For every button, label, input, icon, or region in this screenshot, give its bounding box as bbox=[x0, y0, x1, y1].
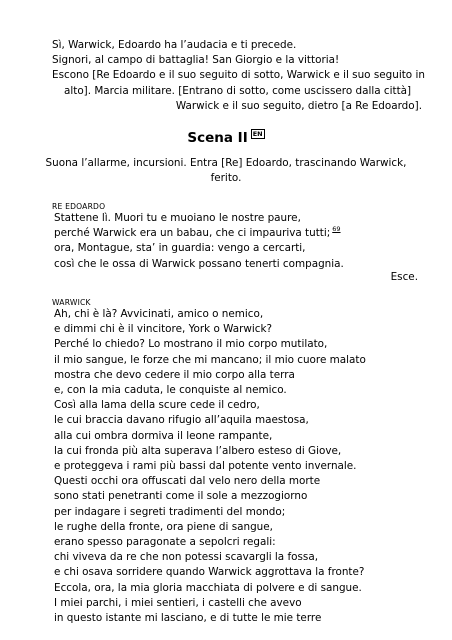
verse-line: chi viveva da re che non potessi scavargli la fossa, bbox=[54, 551, 318, 564]
stage-direction-line: ferito. bbox=[210, 172, 242, 185]
verse-line: perché Warwick era un babau, che ci impauriva tutti; $^{69}$ bbox=[54, 225, 341, 240]
verse-line: Sì, Warwick, Edoardo ha l’audacia e ti precede. bbox=[52, 39, 297, 51]
verse-line: in questo istante mi lasciano, e di tutte le mie terre bbox=[54, 612, 322, 625]
scene-title: Scena II bbox=[187, 130, 248, 146]
footnote-link[interactable]: 69 bbox=[332, 225, 341, 234]
verse-line: Così alla lama della scure cede il cedro, bbox=[54, 399, 260, 412]
verse-line: alla cui ombra dormiva il leone rampante, bbox=[54, 429, 273, 442]
verse-line: Signori, al campo di battaglia! San Giorgio e la vittoria! bbox=[52, 54, 340, 67]
verse-line: e, con la mia caduta, le conquiste al nemico. bbox=[54, 384, 287, 397]
verse-line: e proteggeva i rami più bassi dal potente vento invernale. bbox=[54, 460, 357, 473]
verse-line: le rughe della fronte, ora piene di sangue, bbox=[54, 520, 273, 533]
stage-direction-exit-short: Esce. bbox=[390, 271, 418, 283]
verse-line: I miei parchi, i miei sentieri, i castelli che avevo bbox=[54, 596, 302, 609]
stage-direction-line: Suona l’allarme, incursioni. Entra [Re] Edoardo, trascinando Warwick, bbox=[45, 157, 407, 169]
stage-direction-exit bbox=[52, 68, 425, 114]
speaker-name: RE EDOARDO bbox=[52, 202, 106, 211]
verse-line: Eccola, ora, la mia gloria macchiata di polvere e di sangue. bbox=[54, 581, 362, 594]
verse-line: sono stati penetranti come il sole a mezzogiorno bbox=[54, 490, 308, 503]
verse-line: le cui braccia davano rifugio all’aquila maestosa, bbox=[54, 414, 309, 427]
verse-line: Stattene lì. Muori tu e muoiano le nostre paure, bbox=[54, 212, 301, 224]
verse-line: Ah, chi è là? Avvicinati, amico o nemico, bbox=[54, 308, 264, 320]
verse-line: e dimmi chi è il vincitore, York o Warwick? bbox=[54, 323, 273, 336]
verse-line: Perché lo chiedo? Lo mostrano il mio corpo mutilato, bbox=[54, 338, 328, 351]
verse-line: mostra che devo cedere il mio corpo alla terra bbox=[54, 368, 295, 381]
previous-scene-ending bbox=[52, 38, 425, 114]
verse-line: e chi osava sorridere quando Warwick aggrottava la fronte? bbox=[54, 566, 365, 579]
scene-heading bbox=[0, 129, 452, 147]
english-version-link[interactable]: EN bbox=[252, 130, 263, 138]
verse-line: ora, Montague, sta’ in guardia: vengo a cercarti, bbox=[54, 242, 306, 255]
speech-warwick bbox=[52, 307, 422, 626]
stage-direction-line: Escono [Re Edoardo e il suo seguito di sotto, Warwick e il suo seguito in bbox=[52, 69, 425, 82]
stage-direction-scene bbox=[40, 156, 412, 186]
stage-direction-line: alto]. Marcia militare. [Entrano di sotto, come uscissero dalla città] bbox=[64, 84, 412, 97]
verse-line: la cui fronda più alta superava l’albero esteso di Giove, bbox=[54, 444, 342, 457]
verse-line: Questi occhi ora offuscati dal velo nero della morte bbox=[54, 475, 321, 488]
speaker-name: WARWICK bbox=[52, 298, 91, 307]
verse-line: per indagare i segreti tradimenti del mondo; bbox=[54, 505, 286, 518]
verse-line: così che le ossa di Warwick possano tenerti compagnia. bbox=[54, 257, 344, 270]
verse-line: il mio sangue, le forze che mi mancano; il mio cuore malato bbox=[54, 353, 366, 366]
verse-line: erano spesso paragonate a sepolcri regali: bbox=[54, 536, 276, 549]
stage-direction-line: Warwick e il suo seguito, dietro [a Re Edoardo]. bbox=[175, 99, 422, 112]
speech-re-edoardo bbox=[52, 211, 422, 272]
